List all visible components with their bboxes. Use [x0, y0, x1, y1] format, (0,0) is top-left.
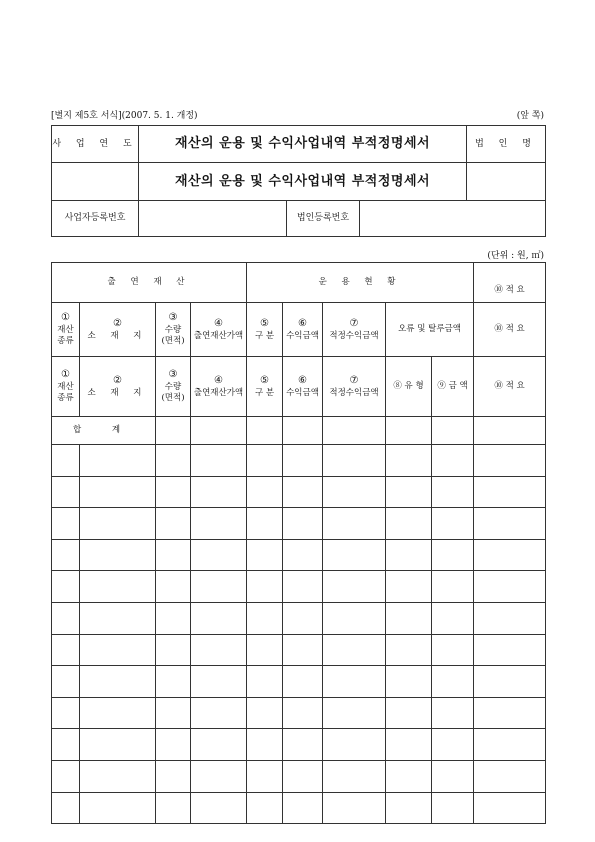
table-cell[interactable] [247, 666, 283, 698]
total-cell[interactable] [191, 417, 247, 445]
unit-label: (단위 : 원, ㎡) [487, 251, 544, 261]
table-cell[interactable] [323, 792, 386, 824]
c2-num-2: ② [113, 375, 122, 387]
table-cell[interactable] [432, 697, 474, 729]
table-cell[interactable] [474, 508, 546, 540]
table-row [52, 697, 546, 729]
c7-num: ⑦ [349, 318, 359, 330]
table-cell[interactable] [191, 634, 247, 666]
table-cell[interactable] [80, 539, 156, 571]
c4-num-2: ④ [214, 375, 223, 387]
total-cell[interactable] [247, 417, 283, 445]
table-cell[interactable] [432, 729, 474, 761]
table-cell[interactable] [283, 729, 323, 761]
table-cell[interactable] [323, 571, 386, 603]
table-cell[interactable] [323, 634, 386, 666]
header-table [51, 125, 546, 237]
table-cell[interactable] [156, 634, 191, 666]
table-cell[interactable] [156, 729, 191, 761]
table-cell[interactable] [283, 571, 323, 603]
table-cell[interactable] [474, 571, 546, 603]
group-donated: 출 연 재 산 [52, 263, 247, 303]
summary-header-2: ⑩ 적 요 [474, 303, 546, 357]
table-cell[interactable] [191, 697, 247, 729]
main-table [51, 262, 546, 824]
table-cell[interactable] [156, 602, 191, 634]
table-cell[interactable] [386, 508, 432, 540]
table-cell[interactable] [191, 571, 247, 603]
table-cell[interactable] [432, 539, 474, 571]
c7-label: 적정수익금액 [329, 330, 379, 341]
table-cell[interactable] [191, 602, 247, 634]
total-cell[interactable] [432, 417, 474, 445]
biz-reg-value[interactable] [139, 201, 287, 237]
table-cell[interactable] [386, 666, 432, 698]
table-cell[interactable] [386, 729, 432, 761]
table-cell[interactable] [432, 571, 474, 603]
c3-label1: 수량 [164, 324, 182, 335]
table-cell[interactable] [386, 792, 432, 824]
table-cell[interactable] [432, 476, 474, 508]
corp-reg-value[interactable] [360, 201, 546, 237]
biz-reg-label: 사업자등록번호 [52, 201, 139, 237]
corp-reg-label: 법인등록번호 [287, 201, 360, 237]
table-cell[interactable] [247, 792, 283, 824]
table-cell[interactable] [80, 666, 156, 698]
table-cell[interactable] [52, 445, 80, 477]
c2-label: 소 재 지 [87, 330, 148, 341]
table-cell[interactable] [156, 666, 191, 698]
table-cell[interactable] [52, 476, 80, 508]
table-cell[interactable] [323, 760, 386, 792]
table-cell[interactable] [156, 571, 191, 603]
table-cell[interactable] [474, 760, 546, 792]
c6-num: ⑥ [298, 318, 307, 330]
table-row [52, 634, 546, 666]
c1-num-2: ① [61, 369, 70, 381]
table-cell[interactable] [386, 602, 432, 634]
c9-label: ⑨ 금 액 [432, 357, 474, 417]
c4-label-2: 출연재산가액 [193, 387, 244, 398]
total-label: 합 계 [52, 417, 156, 445]
table-cell[interactable] [247, 602, 283, 634]
total-cell[interactable] [386, 417, 432, 445]
table-cell[interactable] [283, 666, 323, 698]
table-cell[interactable] [247, 508, 283, 540]
table-cell[interactable] [432, 445, 474, 477]
c3-label2: (면적) [161, 336, 185, 347]
table-cell[interactable] [323, 666, 386, 698]
table-cell[interactable] [283, 697, 323, 729]
table-cell[interactable] [283, 760, 323, 792]
table-cell[interactable] [191, 666, 247, 698]
table-cell[interactable] [156, 445, 191, 477]
table-cell[interactable] [52, 508, 80, 540]
table-cell[interactable] [283, 476, 323, 508]
table-cell[interactable] [80, 602, 156, 634]
table-cell[interactable] [386, 445, 432, 477]
table-cell[interactable] [80, 476, 156, 508]
table-cell[interactable] [432, 760, 474, 792]
table-cell[interactable] [247, 634, 283, 666]
table-cell[interactable] [52, 792, 80, 824]
table-cell[interactable] [432, 792, 474, 824]
table-cell[interactable] [247, 760, 283, 792]
c1-num: ① [61, 312, 70, 324]
table-cell[interactable] [323, 508, 386, 540]
table-cell[interactable] [247, 539, 283, 571]
table-cell[interactable] [80, 571, 156, 603]
corp-name-label: 법 인 명 [467, 126, 546, 163]
business-year-value[interactable] [52, 163, 139, 201]
page-side: (앞 쪽) [516, 111, 544, 121]
table-cell[interactable] [247, 729, 283, 761]
table-row [52, 792, 546, 824]
business-year-label: 사 업 연 도 [52, 126, 139, 163]
table-cell[interactable] [323, 729, 386, 761]
form-code: [별지 제5호 서식](2007. 5. 1. 개정) [51, 111, 198, 121]
summary-header-1: ⑩ 적 요 [474, 263, 546, 303]
corp-name-value[interactable] [467, 163, 546, 201]
table-cell[interactable] [191, 792, 247, 824]
table-cell[interactable] [52, 602, 80, 634]
table-cell[interactable] [323, 445, 386, 477]
table-cell[interactable] [386, 539, 432, 571]
c2-label-2: 소 재 지 [87, 387, 148, 398]
c5-num-2: ⑤ [260, 375, 269, 387]
c3-num-2: ③ [168, 369, 178, 381]
table-cell[interactable] [52, 571, 80, 603]
table-cell[interactable] [432, 634, 474, 666]
table-cell[interactable] [80, 445, 156, 477]
table-cell[interactable] [80, 760, 156, 792]
table-row [52, 445, 546, 477]
table-cell[interactable] [283, 602, 323, 634]
table-cell[interactable] [474, 476, 546, 508]
total-cell[interactable] [156, 417, 191, 445]
table-cell[interactable] [52, 729, 80, 761]
table-row [52, 571, 546, 603]
c1-label-2: 재산 종류 [57, 381, 74, 404]
c2-num: ② [113, 318, 122, 330]
c7-num-2: ⑦ [349, 375, 359, 387]
table-cell[interactable] [156, 539, 191, 571]
c8-label: ⑧ 유 형 [386, 357, 432, 417]
c5-label-2: 구 분 [254, 387, 275, 398]
c6-label: 수익금액 [286, 330, 319, 341]
table-cell[interactable] [80, 634, 156, 666]
table-cell[interactable] [52, 666, 80, 698]
title-line1: 재산의 운용 및 수익사업내역 부적정명세서 [139, 126, 467, 163]
table-cell[interactable] [474, 539, 546, 571]
table-cell[interactable] [323, 539, 386, 571]
total-cell[interactable] [474, 417, 546, 445]
table-cell[interactable] [191, 760, 247, 792]
blank-rows [52, 445, 546, 824]
table-row [52, 539, 546, 571]
table-cell[interactable] [283, 634, 323, 666]
table-row [52, 602, 546, 634]
c1-label: 재산 종류 [57, 324, 74, 347]
c8-9-group: 오류 및 탈루금액 [386, 303, 474, 357]
table-cell[interactable] [283, 508, 323, 540]
table-cell[interactable] [432, 508, 474, 540]
table-cell[interactable] [474, 445, 546, 477]
c3-label2-2: (면적) [161, 393, 185, 404]
table-cell[interactable] [386, 476, 432, 508]
table-cell[interactable] [432, 602, 474, 634]
table-cell[interactable] [386, 571, 432, 603]
table-row [52, 760, 546, 792]
table-cell[interactable] [52, 539, 80, 571]
table-cell[interactable] [474, 729, 546, 761]
table-cell[interactable] [52, 760, 80, 792]
summary-header-3: ⑩ 적 요 [474, 357, 546, 417]
table-cell[interactable] [386, 634, 432, 666]
table-cell[interactable] [323, 602, 386, 634]
group-usage: 운 용 현 황 [247, 263, 474, 303]
table-cell[interactable] [247, 445, 283, 477]
table-cell[interactable] [191, 445, 247, 477]
table-cell[interactable] [283, 539, 323, 571]
table-cell[interactable] [386, 760, 432, 792]
total-cell[interactable] [323, 417, 386, 445]
table-cell[interactable] [247, 571, 283, 603]
table-cell[interactable] [156, 697, 191, 729]
table-cell[interactable] [323, 697, 386, 729]
table-row [52, 729, 546, 761]
c4-num: ④ [214, 318, 223, 330]
total-cell[interactable] [283, 417, 323, 445]
table-row [52, 666, 546, 698]
table-cell[interactable] [156, 792, 191, 824]
table-cell[interactable] [283, 792, 323, 824]
c7-label-2: 적정수익금액 [329, 387, 379, 398]
table-cell[interactable] [432, 666, 474, 698]
table-cell[interactable] [474, 697, 546, 729]
table-cell[interactable] [474, 602, 546, 634]
table-cell[interactable] [474, 634, 546, 666]
c3-label1-2: 수량 [164, 381, 182, 392]
table-cell[interactable] [474, 792, 546, 824]
table-cell[interactable] [156, 760, 191, 792]
table-cell[interactable] [80, 697, 156, 729]
table-cell[interactable] [52, 697, 80, 729]
table-row [52, 508, 546, 540]
c4-label: 출연재산가액 [193, 330, 244, 341]
c6-label-2: 수익금액 [286, 387, 319, 398]
c6-num-2: ⑥ [298, 375, 307, 387]
c3-num: ③ [168, 312, 178, 324]
title-line2: 재산의 운용 및 수익사업내역 부적정명세서 [139, 163, 467, 201]
table-cell[interactable] [283, 445, 323, 477]
c5-num: ⑤ [260, 318, 269, 330]
table-cell[interactable] [80, 508, 156, 540]
table-cell[interactable] [156, 476, 191, 508]
table-cell[interactable] [80, 792, 156, 824]
c5-label: 구 분 [254, 330, 275, 341]
table-cell[interactable] [191, 539, 247, 571]
table-cell[interactable] [156, 508, 191, 540]
table-row [52, 476, 546, 508]
table-cell[interactable] [191, 729, 247, 761]
table-cell[interactable] [191, 476, 247, 508]
table-cell[interactable] [386, 697, 432, 729]
table-cell[interactable] [247, 697, 283, 729]
table-cell[interactable] [52, 634, 80, 666]
table-cell[interactable] [247, 476, 283, 508]
table-cell[interactable] [323, 476, 386, 508]
table-cell[interactable] [80, 729, 156, 761]
table-cell[interactable] [474, 666, 546, 698]
table-cell[interactable] [191, 508, 247, 540]
